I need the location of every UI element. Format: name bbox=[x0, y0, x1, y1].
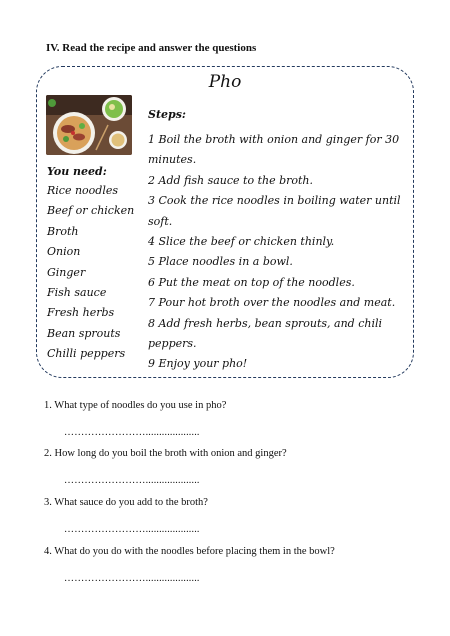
ingredient-item: Ginger bbox=[47, 265, 86, 279]
ingredient-item: Bean sprouts bbox=[47, 326, 121, 340]
ingredient-item: Fresh herbs bbox=[47, 306, 115, 320]
answer-line-2[interactable]: …………………….................... bbox=[64, 475, 200, 486]
step-item: 7 Pour hot broth over the noodles and meat. bbox=[148, 296, 396, 310]
steps-list bbox=[148, 130, 408, 375]
ingredient-item: Broth bbox=[47, 224, 79, 238]
you-need-heading: You need: bbox=[47, 165, 107, 178]
step-item: 4 Slice the beef or chicken thinly. bbox=[148, 235, 335, 249]
answer-line-3[interactable]: …………………….................... bbox=[64, 524, 200, 535]
ingredient-item: Onion bbox=[47, 245, 81, 259]
question-1: 1. What type of noodles do you use in pho? bbox=[44, 400, 227, 411]
ingredients-list bbox=[47, 184, 134, 368]
pho-bowl-image bbox=[46, 95, 132, 155]
answer-line-4[interactable]: …………………….................... bbox=[64, 573, 200, 584]
step-item: 5 Place noodles in a bowl. bbox=[148, 255, 293, 269]
question-3: 3. What sauce do you add to the broth? bbox=[44, 497, 208, 508]
question-4: 4. What do you do with the noodles before placing them in the bowl? bbox=[44, 546, 335, 557]
question-2: 2. How long do you boil the broth with onion and ginger? bbox=[44, 448, 287, 459]
step-item: 3 Cook the rice noodles in boiling water until soft. bbox=[148, 194, 401, 228]
recipe-title: Pho bbox=[208, 72, 242, 92]
ingredient-item: Rice noodles bbox=[47, 184, 119, 197]
step-item: 1 Boil the broth with onion and ginger for 30 minutes. bbox=[148, 133, 400, 167]
ingredient-item: Beef or chicken bbox=[47, 204, 135, 218]
steps-heading: Steps: bbox=[148, 108, 186, 121]
step-item: 6 Put the meat on top of the noodles. bbox=[148, 275, 355, 289]
answer-line-1[interactable]: …………………….................... bbox=[64, 427, 200, 438]
step-item: 9 Enjoy your pho! bbox=[148, 357, 248, 371]
pho-photo bbox=[46, 95, 132, 155]
step-item: 8 Add fresh herbs, bean sprouts, and chili peppers. bbox=[148, 316, 382, 351]
ingredient-item: Fish sauce bbox=[47, 285, 107, 299]
section-heading: IV. Read the recipe and answer the questions bbox=[46, 42, 257, 54]
ingredient-item: Chilli peppers bbox=[47, 347, 126, 361]
step-item: 2 Add fish sauce to the broth. bbox=[148, 173, 314, 187]
